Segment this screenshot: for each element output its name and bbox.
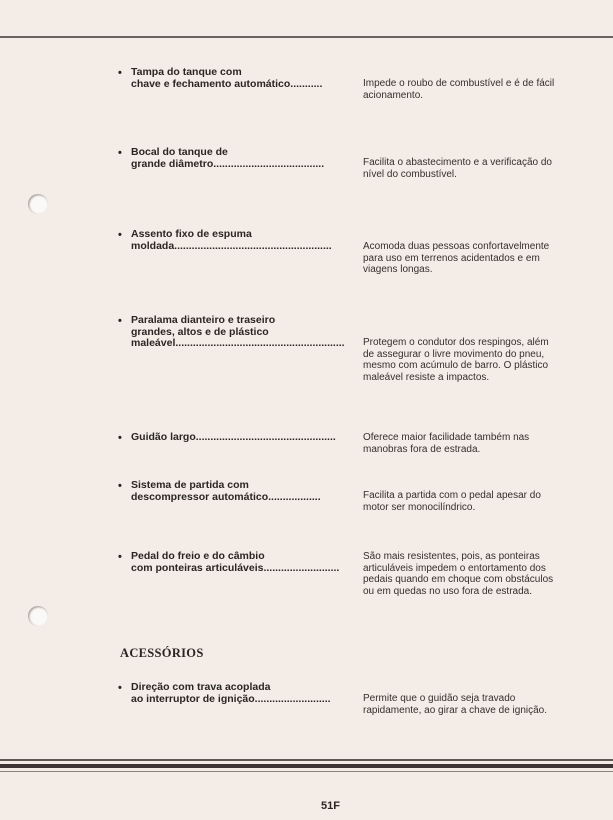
bullet-icon: • (118, 229, 122, 241)
feature-name-line: Bocal do tanque de (131, 146, 228, 158)
bullet-icon: • (118, 315, 122, 327)
feature-name (131, 480, 353, 503)
feature-description: Facilita o abastecimento e a verificação do nível do combustível. (363, 157, 552, 180)
feature-description: São mais resistentes, pois, as ponteiras articuláveis impedem o entortamento dos pedais quando em choque com obstáculos ou em quedas no uso fora de estrada. (363, 551, 554, 597)
page-number: 51F (321, 800, 340, 812)
accessory-description: Permite que o guidão seja travado rapidamente, ao girar a chave de ignição. (363, 693, 548, 716)
accessory-name (131, 682, 353, 705)
feature-name (131, 432, 353, 444)
feature-name-line: grande diâmetro...................................... (131, 157, 325, 170)
accessory-name-line: Direção com trava acoplada (131, 681, 271, 693)
bullet-icon: • (118, 480, 122, 492)
bullet-icon: • (118, 551, 122, 563)
feature-name-line: maleável.......................................................... (131, 337, 345, 349)
feature-name-line: descompressor automático.................. (131, 490, 321, 503)
feature-description: Protegem o condutor dos respingos, além de assegurar o livre movimento do pneu, mesmo com acúmulo de barro. O plástico maleável resiste a impactos. (363, 337, 549, 383)
feature-name (131, 147, 353, 170)
feature-name-line: Assento fixo de espuma (131, 228, 252, 240)
feature-name (131, 229, 353, 252)
bottom-rule-light (0, 771, 613, 772)
feature-description: Impede o roubo de combustível e é de fácil acionamento. (363, 78, 555, 101)
feature-name-line: grandes, altos e de plástico (131, 325, 269, 338)
bullet-icon: • (118, 67, 122, 79)
top-rule (0, 36, 613, 38)
section-heading-accessories: ACESSÓRIOS (120, 646, 204, 660)
feature-name-line: Sistema de partida com (131, 479, 249, 491)
binder-hole-top (28, 194, 48, 214)
feature-name-line: chave e fechamento automático........... (131, 77, 323, 90)
feature-name (131, 67, 353, 90)
binder-hole-bottom (28, 606, 48, 626)
bottom-rule-thin (0, 759, 613, 761)
bottom-rule-thick (0, 764, 613, 768)
feature-description: Facilita a partida com o pedal apesar do motor ser monocilíndrico. (363, 490, 541, 513)
accessory-name-line: ao interruptor de ignição.......................... (131, 692, 331, 705)
feature-name-line: Tampa do tanque com (131, 66, 242, 78)
feature-name-line: Paralama dianteiro e traseiro (131, 314, 276, 326)
bullet-icon: • (118, 682, 122, 694)
bullet-icon: • (118, 147, 122, 159)
bullet-icon: • (118, 432, 122, 444)
feature-description: Acomoda duas pessoas confortavelmente para uso em terrenos acidentados e em viagens longas. (363, 241, 550, 276)
feature-name (131, 551, 353, 574)
feature-name-line: com ponteiras articuláveis.......................... (131, 561, 340, 574)
feature-name-line: Pedal do freio e do câmbio (131, 550, 265, 562)
feature-description: Oferece maior facilidade também nas manobras fora de estrada. (363, 432, 530, 455)
feature-name (131, 315, 353, 350)
feature-name-line: Guidão largo................................................ (131, 431, 336, 443)
feature-name-line: moldada...................................................... (131, 239, 332, 252)
